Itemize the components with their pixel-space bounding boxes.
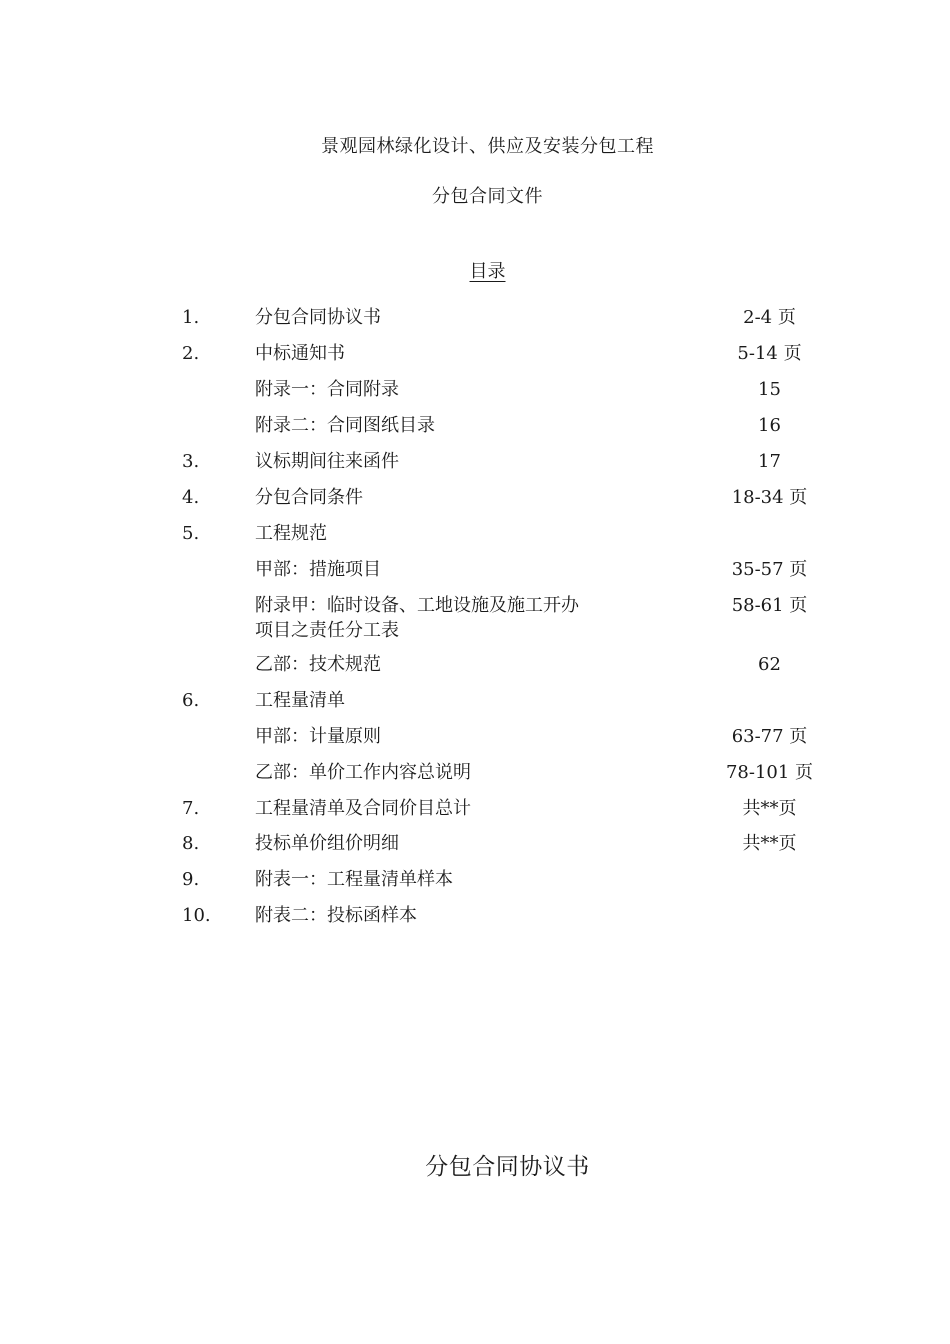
toc-entry-label: 附录甲：临时设备、工地设施及施工开办 — [255, 595, 579, 616]
toc-entry-page: 18-34 页 — [731, 487, 808, 508]
toc-entry-label: 工程量清单 — [255, 690, 345, 711]
toc-entry-page: 17 — [758, 451, 781, 472]
toc-entry-label: 分包合同协议书 — [255, 307, 381, 328]
toc-entry-page: 63-77 页 — [731, 726, 808, 747]
toc-entry-page: 16 — [758, 415, 781, 436]
toc-entry-number: 6. — [182, 690, 200, 711]
toc-entry-number: 4. — [182, 487, 200, 508]
toc-entry-label: 工程量清单及合同价目总计 — [255, 798, 471, 819]
toc-entry-page: 35-57 页 — [731, 559, 808, 580]
toc-entry-label: 乙部：单价工作内容总说明 — [255, 762, 471, 783]
toc-entry-label: 附表一：工程量清单样本 — [255, 869, 453, 890]
toc-entry-label: 议标期间往来函件 — [255, 451, 399, 472]
toc-entry-label: 附录一：合同附录 — [255, 379, 399, 400]
toc-entry-number: 7. — [182, 798, 200, 819]
toc-entry-label: 分包合同条件 — [255, 487, 363, 508]
toc-entry-page: 5-14 页 — [737, 343, 802, 364]
toc-entry-label: 甲部：计量原则 — [255, 726, 381, 747]
toc-entry-page: 共**页 — [742, 833, 797, 854]
toc-entry-number: 5. — [182, 523, 200, 544]
toc-entry-label: 附录二：合同图纸目录 — [255, 415, 435, 436]
toc-entry-label: 附表二：投标函样本 — [255, 905, 417, 926]
toc-entry-page: 58-61 页 — [731, 595, 808, 616]
toc-entry-label: 甲部：措施项目 — [255, 559, 381, 580]
toc-entry-page: 2-4 页 — [743, 307, 796, 328]
toc-entry-number: 9. — [182, 869, 200, 890]
toc-entry-number: 1. — [182, 307, 200, 328]
toc-entry-label: 乙部：技术规范 — [255, 654, 381, 675]
toc-entry-number: 3. — [182, 451, 200, 472]
toc-entry-label: 项目之责任分工表 — [255, 620, 399, 641]
toc-entry-label: 投标单价组价明细 — [255, 833, 399, 854]
toc-entry-number: 2. — [182, 343, 200, 364]
toc-entry-number: 8. — [182, 833, 200, 854]
section-heading: 分包合同协议书 — [425, 1154, 590, 1180]
toc-heading: 目录 — [469, 261, 506, 282]
toc-entry-page: 15 — [758, 379, 781, 400]
toc-entry-label: 中标通知书 — [255, 343, 345, 364]
toc-entry-label: 工程规范 — [255, 523, 327, 544]
document-title: 景观园林绿化设计、供应及安装分包工程 — [321, 136, 654, 157]
document-subtitle: 分包合同文件 — [432, 186, 543, 207]
toc-entry-page: 78-101 页 — [725, 762, 814, 783]
toc-entry-number: 10. — [182, 905, 211, 926]
toc-entry-page: 共**页 — [742, 798, 797, 819]
toc-entry-page: 62 — [758, 654, 781, 675]
